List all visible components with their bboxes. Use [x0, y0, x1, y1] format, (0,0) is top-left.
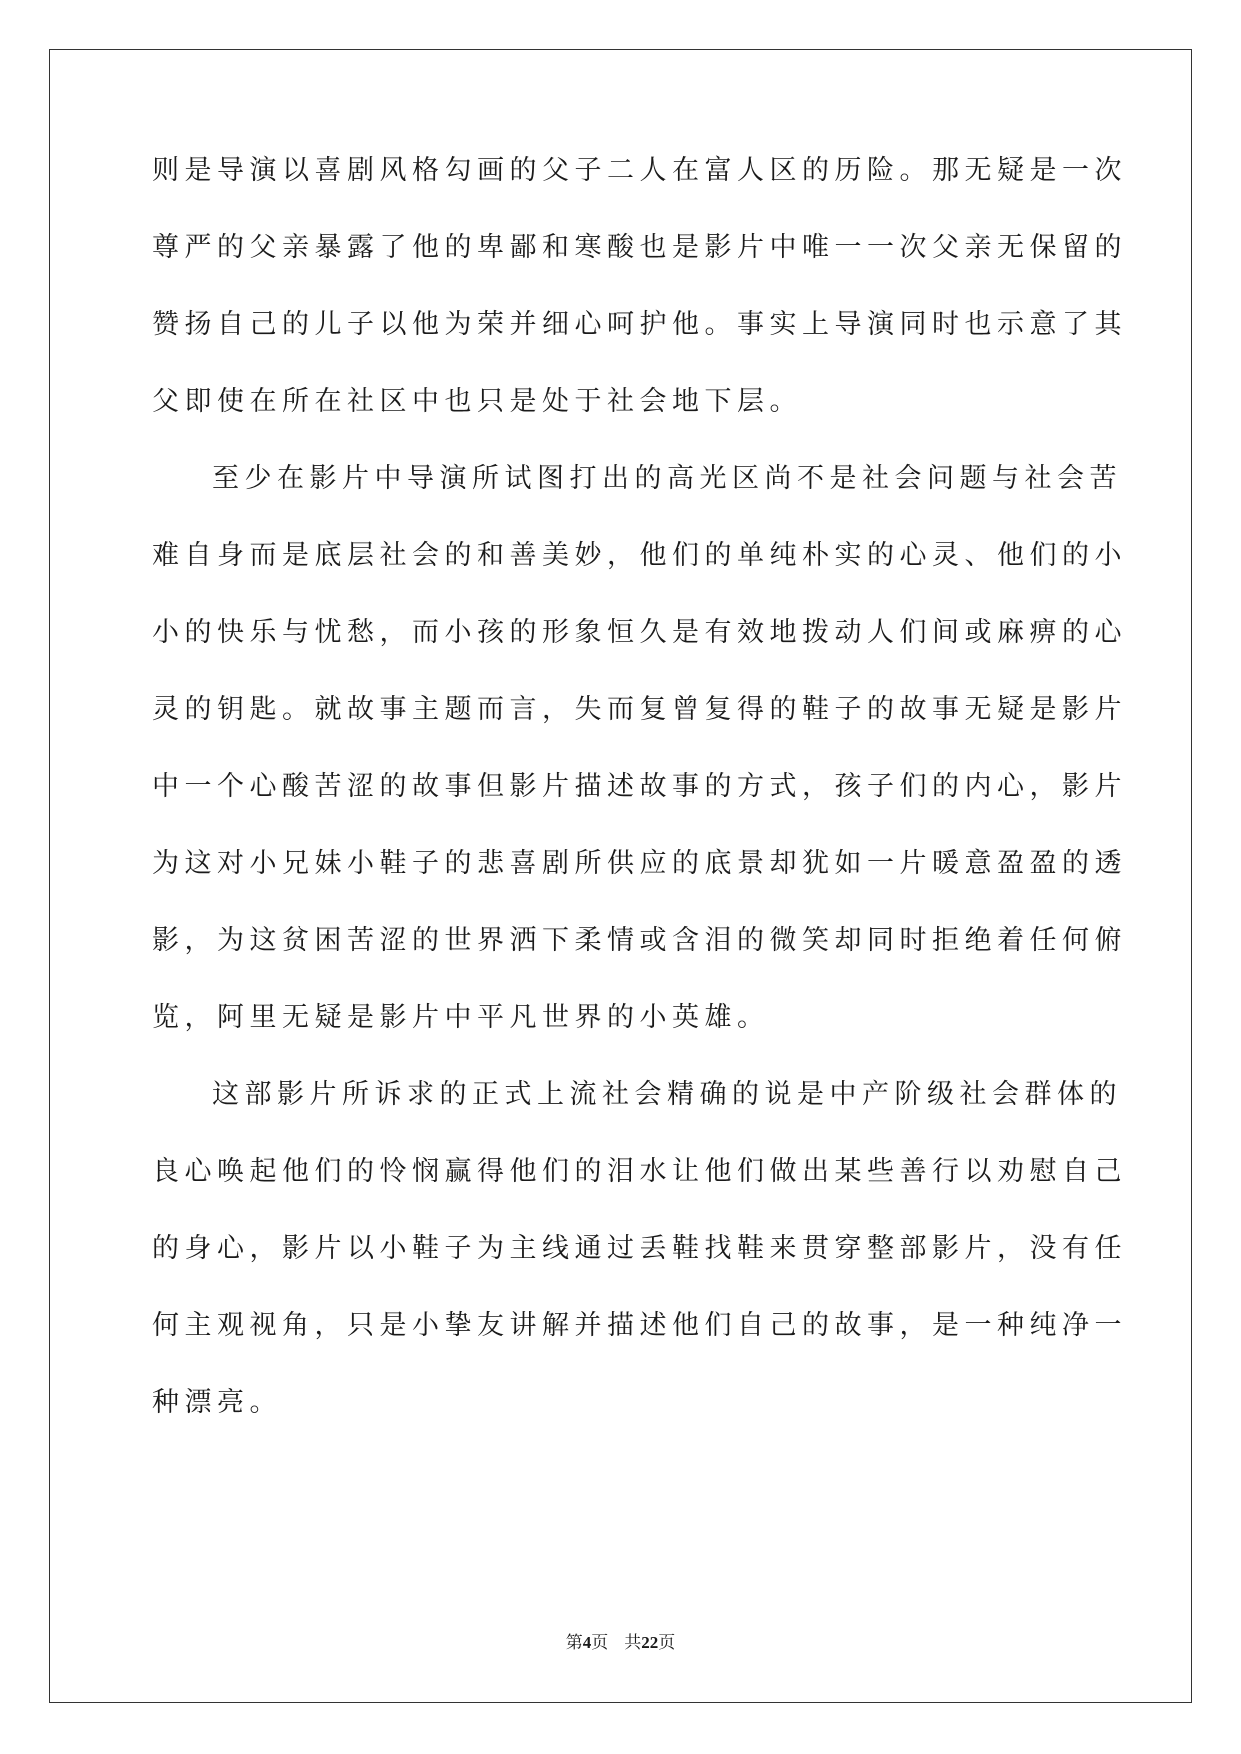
text-line: 的身心，影片以小鞋子为主线通过丢鞋找鞋来贯穿整部影片，没有任 [152, 1233, 1127, 1264]
text-line: 这部影片所诉求的正式上流社会精确的说是中产阶级社会群体的 [212, 1079, 1122, 1110]
text-line: 览，阿里无疑是影片中平凡世界的小英雄。 [152, 1002, 770, 1033]
page-prefix: 第 [565, 1633, 583, 1652]
text-line: 良心唤起他们的怜悯赢得他们的泪水让他们做出某些善行以劝慰自己 [152, 1156, 1127, 1187]
text-line: 为这对小兄妹小鞋子的悲喜剧所供应的底景却犹如一片暖意盈盈的透 [152, 848, 1127, 879]
text-line: 难自身而是底层社会的和善美妙，他们的单纯朴实的心灵、他们的小 [152, 540, 1127, 571]
text-line: 至少在影片中导演所试图打出的高光区尚不是社会问题与社会苦 [212, 463, 1122, 494]
text-line: 灵的钥匙。就故事主题而言，失而复曾复得的鞋子的故事无疑是影片 [152, 694, 1127, 725]
text-line: 中一个心酸苦涩的故事但影片描述故事的方式，孩子们的内心，影片 [152, 771, 1127, 802]
text-line: 小的快乐与忧愁，而小孩的形象恒久是有效地拨动人们间或麻痹的心 [152, 617, 1127, 648]
text-line: 赞扬自己的儿子以他为荣并细心呵护他。事实上导演同时也示意了其 [152, 309, 1127, 340]
text-line: 影，为这贫困苦涩的世界洒下柔情或含泪的微笑却同时拒绝着任何俯 [152, 925, 1127, 956]
total-prefix: 共 [624, 1633, 642, 1652]
page-suffix: 页 [591, 1633, 609, 1652]
total-suffix: 页 [658, 1633, 676, 1652]
text-line: 尊严的父亲暴露了他的卑鄙和寒酸也是影片中唯一一次父亲无保留的 [152, 232, 1127, 263]
text-line: 则是导演以喜剧风格勾画的父子二人在富人区的历险。那无疑是一次 [152, 155, 1127, 186]
text-line: 何主观视角，只是小挚友讲解并描述他们自己的故事，是一种纯净一 [152, 1310, 1127, 1341]
total-pages: 22 [641, 1633, 659, 1652]
page-number: 4 [582, 1633, 592, 1652]
page-footer [0, 1628, 1241, 1653]
text-line: 父即使在所在社区中也只是处于社会地下层。 [152, 386, 802, 417]
text-line: 种漂亮。 [152, 1387, 282, 1418]
